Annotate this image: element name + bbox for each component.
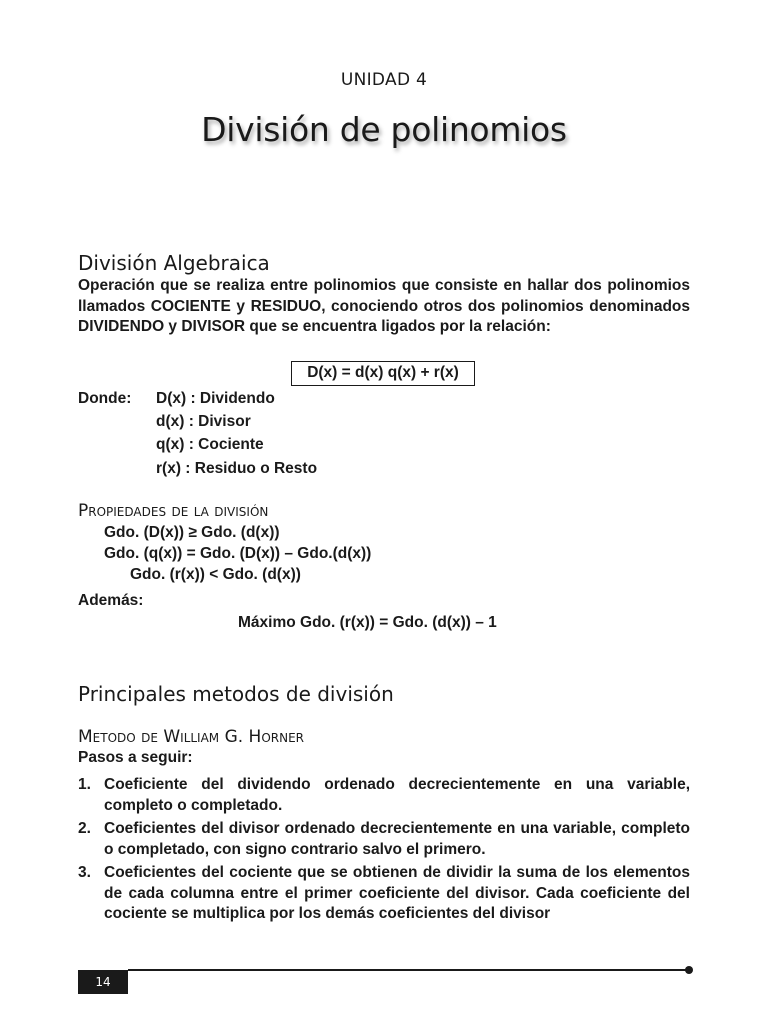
step-number: 1.: [78, 776, 91, 793]
definition-remainder: r(x) : Residuo o Resto: [156, 460, 318, 477]
property-1: Gdo. (D(x)) ≥ Gdo. (d(x)): [104, 524, 280, 541]
definition-dividend: D(x) : Dividendo: [156, 390, 275, 407]
list-item: [78, 775, 690, 816]
footer-rule-end-dot: [685, 966, 693, 974]
division-formula-box: D(x) = d(x) q(x) + r(x): [291, 361, 475, 386]
unit-label: UNIDAD 4: [340, 70, 428, 90]
steps-list: [78, 775, 690, 928]
definition-quotient: q(x) : Cociente: [156, 436, 264, 453]
property-3: Gdo. (r(x)) < Gdo. (d(x)): [130, 566, 301, 583]
page-title: División de polinomios: [201, 110, 567, 149]
ademas-label: Además:: [78, 592, 144, 609]
step-text: Coeficientes del divisor ordenado decrecientemente en una variable, completo o completado, con signo contrario salvo el primero.: [104, 820, 690, 858]
definition-paragraph: Operación que se realiza entre polinomios que consiste en hallar dos polinomios llamados COCIENTE y RESIDUO, conociendo otros dos polinomios denominados DIVIDENDO y DIVISOR que se encuentra ligados por la relación:: [78, 277, 690, 335]
section-heading-division-algebraica: División Algebraica: [78, 251, 270, 275]
property-2: Gdo. (q(x)) = Gdo. (D(x)) – Gdo.(d(x)): [104, 545, 372, 562]
list-item: [78, 819, 690, 860]
page-number: 14: [78, 970, 128, 994]
step-number: 3.: [78, 864, 91, 881]
max-degree-formula: Máximo Gdo. (r(x)) = Gdo. (d(x)) – 1: [238, 614, 497, 631]
subheading-horner: Metodo de William G. Horner: [78, 727, 305, 747]
list-item: [78, 863, 690, 925]
steps-label: Pasos a seguir:: [78, 749, 193, 766]
footer-rule: [128, 969, 688, 971]
definition-divisor: d(x) : Divisor: [156, 413, 251, 430]
section-heading-metodos: Principales metodos de división: [78, 682, 394, 706]
step-text: Coeficientes del cociente que se obtienen de dividir la suma de los elementos de cada columna entre el primer coeficiente del divisor. Cada coeficiente del cociente se multiplica por los demás coeficientes del divisor: [104, 864, 690, 922]
where-label: Donde:: [78, 390, 132, 407]
section-heading-propiedades: Propiedades de la división: [78, 501, 269, 521]
step-text: Coeficiente del dividendo ordenado decrecientemente en una variable, completo o completado.: [104, 776, 690, 814]
step-number: 2.: [78, 820, 91, 837]
